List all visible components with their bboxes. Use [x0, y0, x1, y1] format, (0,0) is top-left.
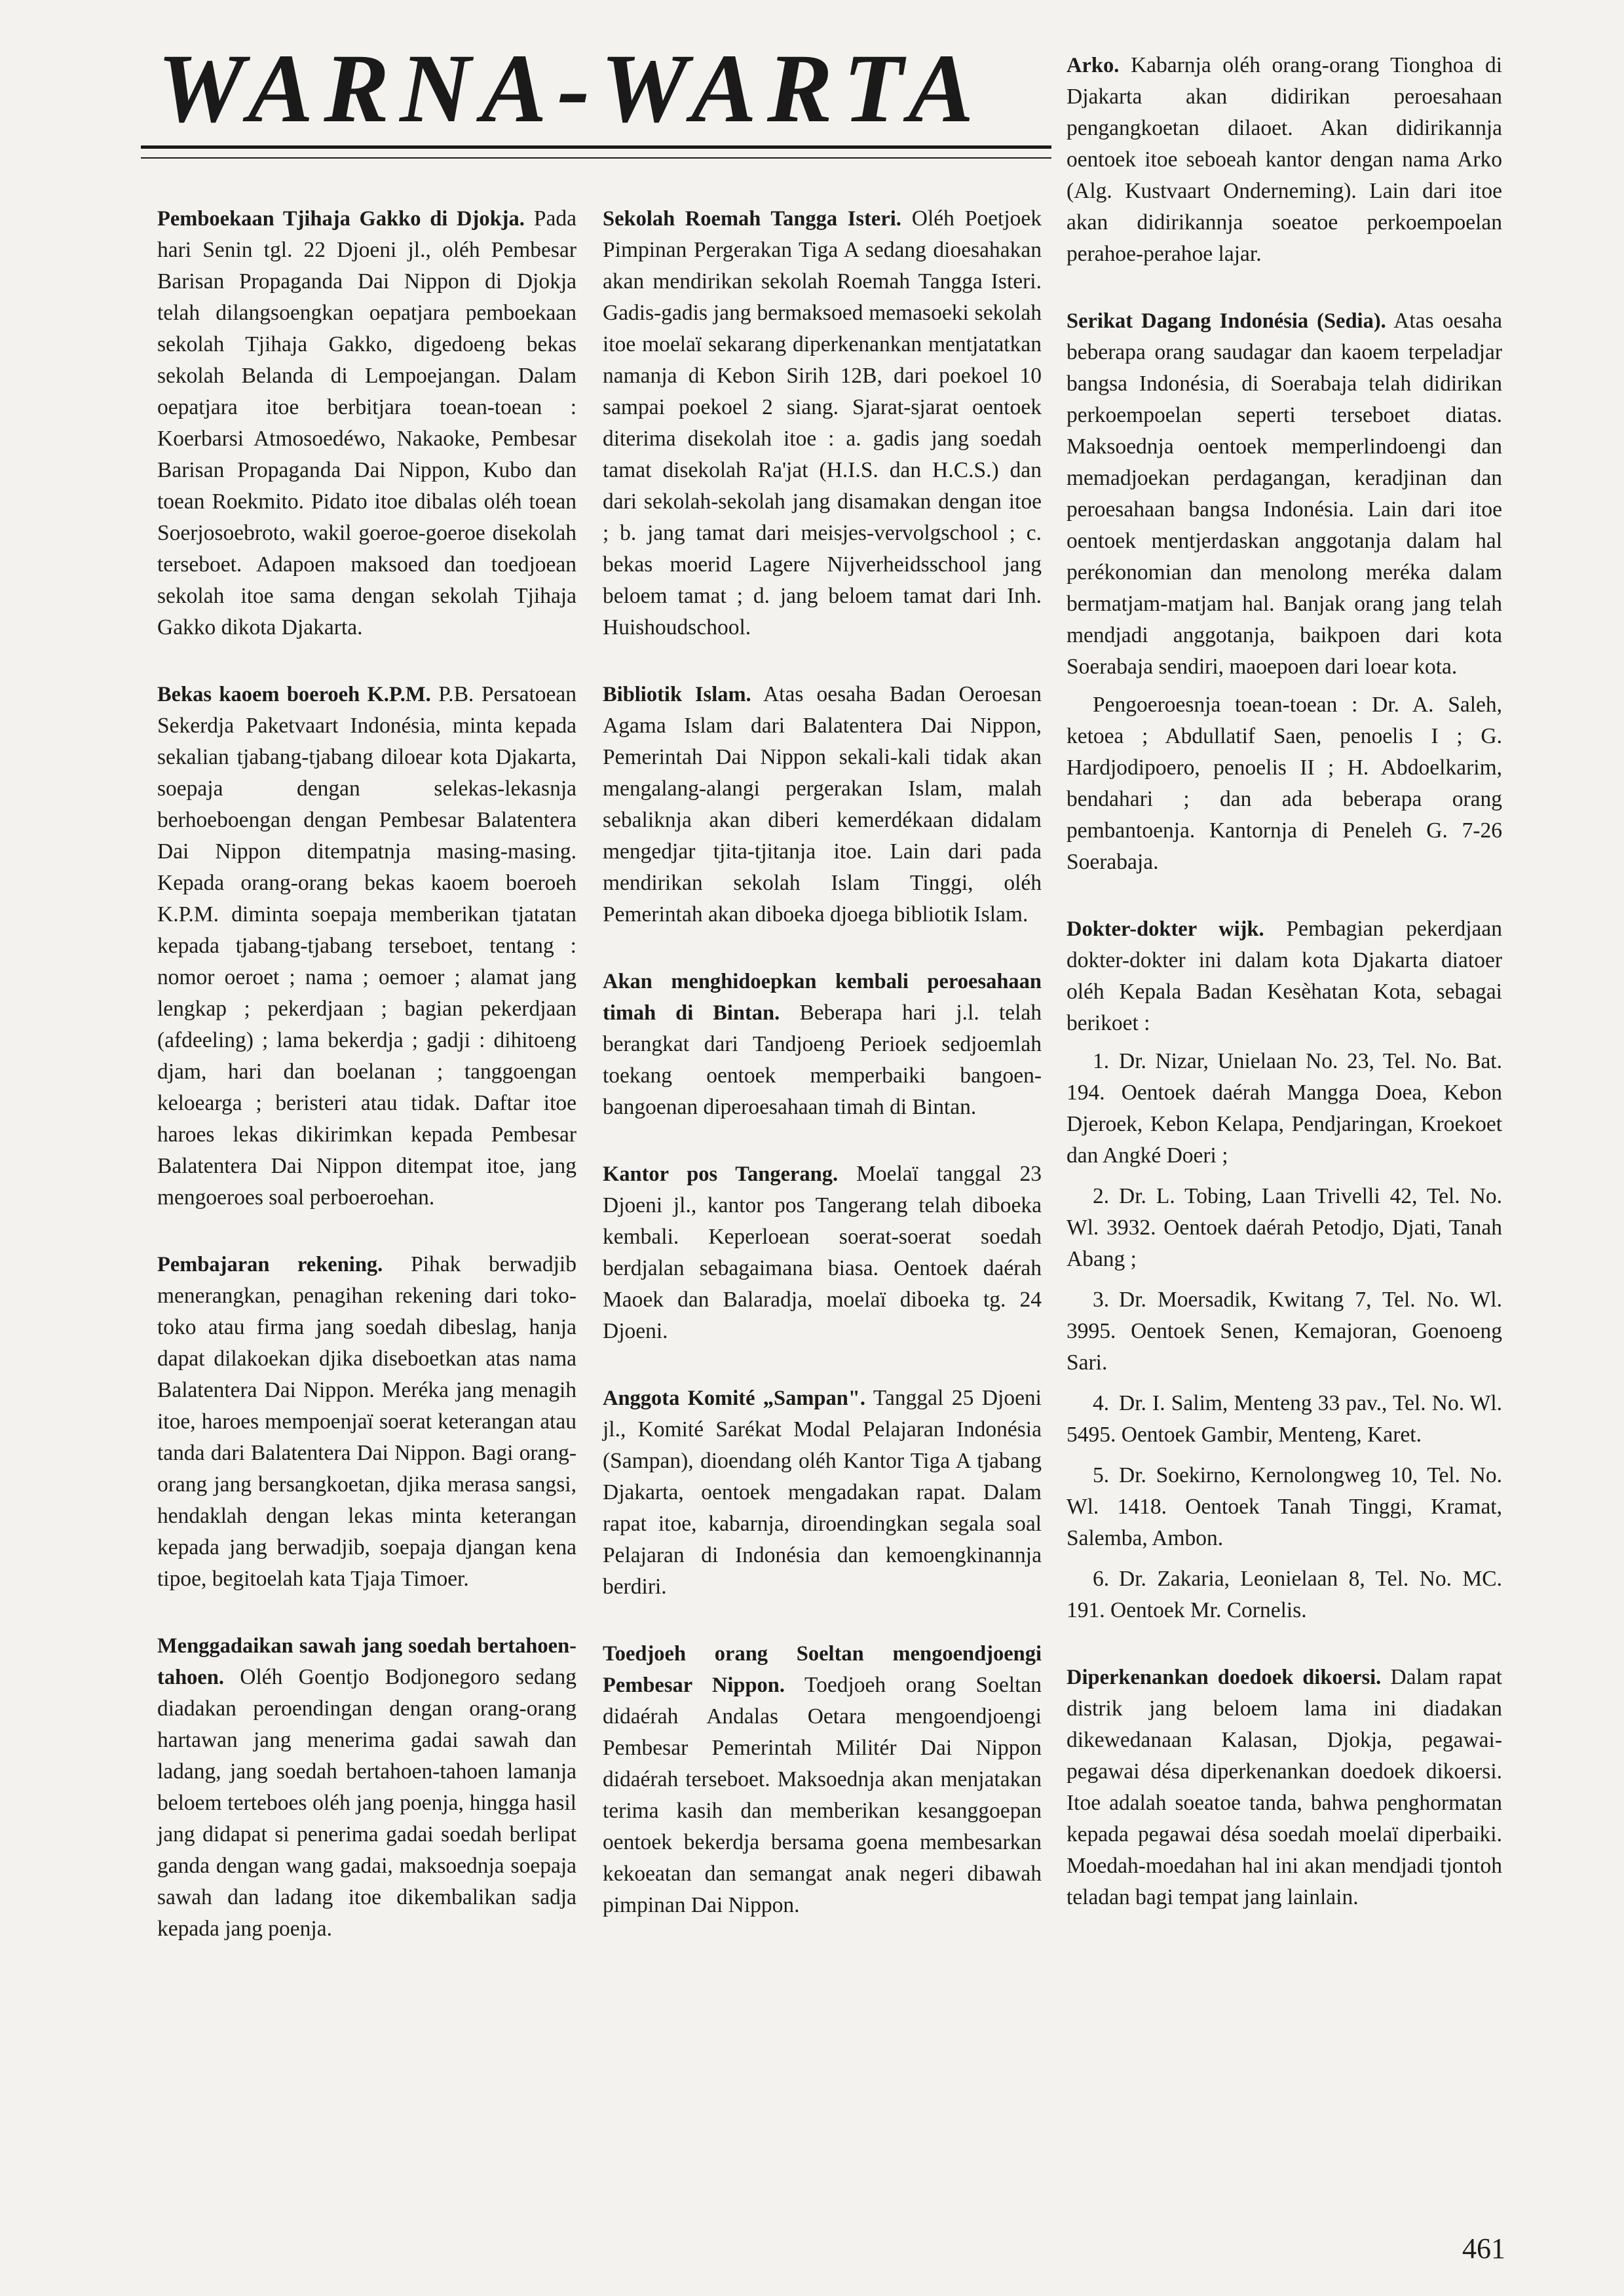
article-headline: Kantor pos Tangerang.	[603, 1162, 839, 1186]
article-headline: Bibliotik Islam.	[603, 683, 751, 706]
article-headline: Pembajaran rekening.	[157, 1253, 383, 1276]
article-headline: Serikat Dagang Indonésia (Sedia).	[1067, 309, 1386, 333]
article-timah-bintan	[603, 966, 1042, 1123]
article-headline: Sekolah Roemah Tangga Isteri.	[603, 207, 901, 231]
article-body: P.B. Persatoean Sekerdja Paketvaart Indonésia, minta kepada sekalian tjabang-tjabang diloear kota Djakarta, soepaja dengan selekas-lekasnja berhoeboengan dengan Pembesar Balatentera Dai Nippon ditempatnja masing-masing. Kepada orang-orang bekas kaoem boeroeh K.P.M. diminta soepaja memberikan tjatatan kepada tjabang-tjabang terseboet, tentang : nomor oeroet ; nama ; oemoer ; alamat jang lengkap ; pekerdjaan ; bagian pekerdjaan (afdeeling) ; lama bekerdja ; gadji : dihitoeng djam, hari dan boelanan ; tanggoengan keloearga ; beristeri atau tidak. Daftar itoe haroes lekas dikirimkan kepada Pembesar Balatentera Dai Nippon ditempat itoe, jang mengoeroes soal perboeroehan.	[157, 682, 577, 1210]
article-body: Pihak berwadjib menerangkan, penagihan rekening dari toko-toko atau firma jang soedah dibeslag, hanja dapat dilakoekan djika diseboetkan atas nama Balatentera Dai Nippon. Meréka jang menagih itoe, haroes mempoenjaï soerat keterangan atau tanda dari Balatentera Dai Nippon. Bagi orang-orang jang bersangkoetan, djika merasa sangsi, hendaklah dengan lekas minta keterangan kepada jang berwadjib, soepaja djangan kena tipoe, begitoelah kata Tjaja Timoer.	[157, 1252, 576, 1591]
article-body: Beberapa hari j.l. telah berangkat dari Tandjoeng Perioek sedjoemlah toekang oentoek memperbaiki bangoen-bangoenan diperoesahaan timah di Bintan.	[603, 1001, 1042, 1119]
article-pemboekaan-tjihaja-gakko	[157, 203, 576, 643]
article-body-continued: Pengoeroesnja toean-toean : Dr. A. Saleh, ketoea ; Abdullatif Saen, penoelis I ; G. Hardjodipoero, penoelis II ; H. Abdoelkarim, bendahari ; dan ada beberapa orang pembantoenja. Kantornja di Peneleh G. 7-26 Soerabaja.	[1067, 693, 1502, 874]
list-item: 1. Dr. Nizar, Unielaan No. 23, Tel. No. Bat. 194. Oentoek daérah Mangga Doea, Kebon Djeroek, Kebon Kelapa, Pendjaringan, Kroekoet dan Angké Doeri ;	[1067, 1049, 1502, 1168]
article-arko	[1067, 50, 1502, 270]
article-headline: Pemboekaan Tjihaja Gakko di Djokja.	[157, 207, 525, 231]
masthead-title: WARNA-WARTA	[157, 34, 985, 143]
article-body: Tanggal 25 Djoeni jl., Komité Sarékat Modal Pelajaran Indonésia (Sampan), dioendang oléh Kantor Tiga A tjabang Djakarta, oentoek mengadakan rapat. Dalam rapat itoe, kabarnja, diroendingkan segala soal Pelajaran di Indonésia dan kemoengkinannja berdiri.	[603, 1386, 1042, 1599]
article-body: Pada hari Senin tgl. 22 Djoeni jl., oléh Pembesar Barisan Propaganda Dai Nippon di Djokja telah dilangsoengkan oepatjara pemboekaan sekolah Tjihaja Gakko, digedoeng bekas sekolah Belanda di Lempoejangan. Dalam oepatjara itoe berbitjara toean-toean : Koerbarsi Atmosoedéwo, Nakaoke, Pembesar Barisan Propaganda Dai Nippon, Kubo dan toean Roekmito. Pidato itoe dibalas oléh toean Soerjosoebroto, wakil goeroe-goeroe disekolah terseboet. Adapoen maksoed dan toedjoean sekolah itoe sama dengan sekolah Tjihaja Gakko dikota Djakarta.	[157, 206, 576, 640]
article-headline: Toedjoeh orang Soeltan mengoendjoengi Pembesar Nippon.	[603, 1642, 1042, 1697]
article-toedjoeh-soeltan	[603, 1638, 1042, 1921]
doctor-list	[1067, 1046, 1502, 1626]
article-headline: Arko.	[1067, 54, 1120, 77]
article-komite-sampan	[603, 1383, 1042, 1603]
article-bekas-kaoem-boeroeh	[157, 679, 576, 1214]
list-item: 4. Dr. I. Salim, Menteng 33 pav., Tel. No. Wl. 5495. Oentoek Gambir, Menteng, Karet.	[1067, 1391, 1502, 1447]
masthead-rule-thick	[141, 145, 1051, 149]
column-1	[157, 203, 576, 1980]
article-kantor-pos-tangerang	[603, 1158, 1042, 1347]
masthead-rule-thin	[141, 157, 1051, 159]
article-body: Dalam rapat distrik jang beloem lama ini diadakan dikewedanaan Kalasan, Djokja, pegawai-pegawai désa diperkenankan doedoek dikoersi. Itoe adalah soeatoe tanda, bahwa penghormatan kepada pegawai désa soedah moelaï diperbaiki. Moedah-moedahan hal ini akan mendjadi tjontoh teladan bagi tempat jang lainlain.	[1067, 1665, 1502, 1909]
article-body: Toedjoeh orang Soeltan didaérah Andalas Oetara mengoendjoengi Pembesar Pemerintah Militér Dai Nippon didaérah terseboet. Maksoednja akan menjatakan terima kasih dan memberikan kesanggoepan oentoek bekerdja bersama goena membesarkan kekoeatan dan semangat anak negeri dibawah pimpinan Dai Nippon.	[603, 1673, 1042, 1917]
article-doedoek-dikoersi	[1067, 1662, 1502, 1913]
article-serikat-dagang-indonesia	[1067, 305, 1502, 878]
article-body: Atas oesaha Badan Oeroesan Agama Islam dari Balatentera Dai Nippon, Pemerintah Dai Nippon sekali-kali tidak akan mengalang-alangi pergerakan Islam, malah sebaliknja akan diberi kemerdékaan didalam mengedjar tjita-tjitanja itoe. Lain dari pada mendirikan sekolah Islam Tinggi, oléh Pemerintah akan diboeka djoega bibliotik Islam.	[603, 682, 1042, 927]
article-body: Oléh Poetjoek Pimpinan Pergerakan Tiga A sedang dioesahakan akan mendirikan sekolah Roemah Tangga Isteri. Gadis-gadis jang bermaksoed memasoeki sekolah itoe moelaï sekarang diperkenankan mentjatatkan namanja di Kebon Sirih 12B, dari poekoel 10 sampai poekoel 2 siang. Sjarat-sjarat oentoek diterima disekolah itoe : a. gadis jang soedah tamat disekolah Ra'jat (H.I.S. dan H.C.S.) dan dari sekolah-sekolah jang disamakan dengan itoe ; b. jang tamat dari meisjes-vervolgschool ; c. bekas moerid Lagere Nijverheidsschool jang beloem tamat ; d. jang beloem tamat dari Inh. Huishoudschool.	[603, 206, 1042, 640]
article-headline: Bekas kaoem boeroeh K.P.M.	[157, 683, 431, 706]
list-item: 3. Dr. Moersadik, Kwitang 7, Tel. No. Wl. 3995. Oentoek Senen, Kemajoran, Goenoeng Sari.	[1067, 1288, 1502, 1375]
article-body: Kabarnja oléh orang-orang Tionghoa di Djakarta akan didirikan peroesahaan pengangkoetan dilaoet. Akan didirikannja oentoek itoe seboeah kantor dengan nama Arko (Alg. Kustvaart Onderneming). Lain dari itoe akan didirikannja soeatoe perkoempoelan perahoe-perahoe lajar.	[1067, 53, 1503, 266]
article-headline: Dokter-dokter wijk.	[1067, 917, 1264, 941]
article-body: Pembagian pekerdjaan dokter-dokter ini dalam kota Djakarta diatoer oléh Kepala Badan Kesèhatan Kota, sebagai berikoet :	[1067, 917, 1503, 1035]
list-item: 6. Dr. Zakaria, Leonielaan 8, Tel. No. MC. 191. Oentoek Mr. Cornelis.	[1067, 1567, 1502, 1622]
article-body: Moelaï tanggal 23 Djoeni jl., kantor pos Tangerang telah diboeka kembali. Keperloean soerat-soerat soedah berdjalan sebagaimana biasa. Oentoek daérah Maoek dan Balaradja, moelaï diboeka tg. 24 Djoeni.	[603, 1162, 1042, 1343]
list-item: 2. Dr. L. Tobing, Laan Trivelli 42, Tel. No. Wl. 3932. Oentoek daérah Petodjo, Djati, Tanah Abang ;	[1067, 1184, 1502, 1271]
column-2	[603, 203, 1042, 1957]
page-number: 461	[1462, 2232, 1505, 2265]
article-menggadaikan-sawah	[157, 1630, 576, 1945]
article-body: Oléh Goentjo Bodjonegoro sedang diadakan peroendingan dengan orang-orang hartawan jang menerima gadai sawah dan ladang, jang soedah bertahoen-tahoen lamanja beloem terteboes oléh jang poenja, hingga hasil jang didapat si penerima gadai soedah berlipat ganda dengan wang gadai, maksoednja soepaja sawah dan ladang itoe dikembalikan sadja kepada jang poenja.	[157, 1665, 577, 1941]
article-headline: Akan menghidoepkan kembali peroesahaan timah di Bintan.	[603, 970, 1042, 1025]
article-headline: Anggota Komité „Sampan".	[603, 1387, 865, 1410]
list-item: 5. Dr. Soekirno, Kernolongweg 10, Tel. No. Wl. 1418. Oentoek Tanah Tinggi, Kramat, Salemba, Ambon.	[1067, 1463, 1502, 1550]
article-pembajaran-rekening	[157, 1249, 576, 1595]
article-sekolah-roemah-tangga	[603, 203, 1042, 643]
article-body: Atas oesaha beberapa orang saudagar dan kaoem terpeladjar bangsa Indonésia, di Soerabaja telah didirikan perkoempoelan seperti terseboet diatas. Maksoednja oentoek memperlindoengi dan memadjoekan perdagangan, keradjinan dan peroesahaan bangsa Indonésia. Lain dari itoe oentoek mentjerdaskan anggotanja dalam hal perékonomian dan menolong meréka dalam bermatjam-matjam hal. Banjak orang jang telah mendjadi anggotanja, baikpoen dari kota Soerabaja sendiri, maoepoen dari loear kota.	[1067, 309, 1503, 679]
article-dokter-dokter-wijk	[1067, 913, 1502, 1626]
column-3	[1067, 50, 1502, 1949]
article-bibliotik-islam	[603, 679, 1042, 930]
article-headline: Diperkenankan doedoek dikoersi.	[1067, 1666, 1382, 1689]
article-headline: Menggadaikan sawah jang soedah bertahoen-tahoen.	[157, 1634, 576, 1689]
